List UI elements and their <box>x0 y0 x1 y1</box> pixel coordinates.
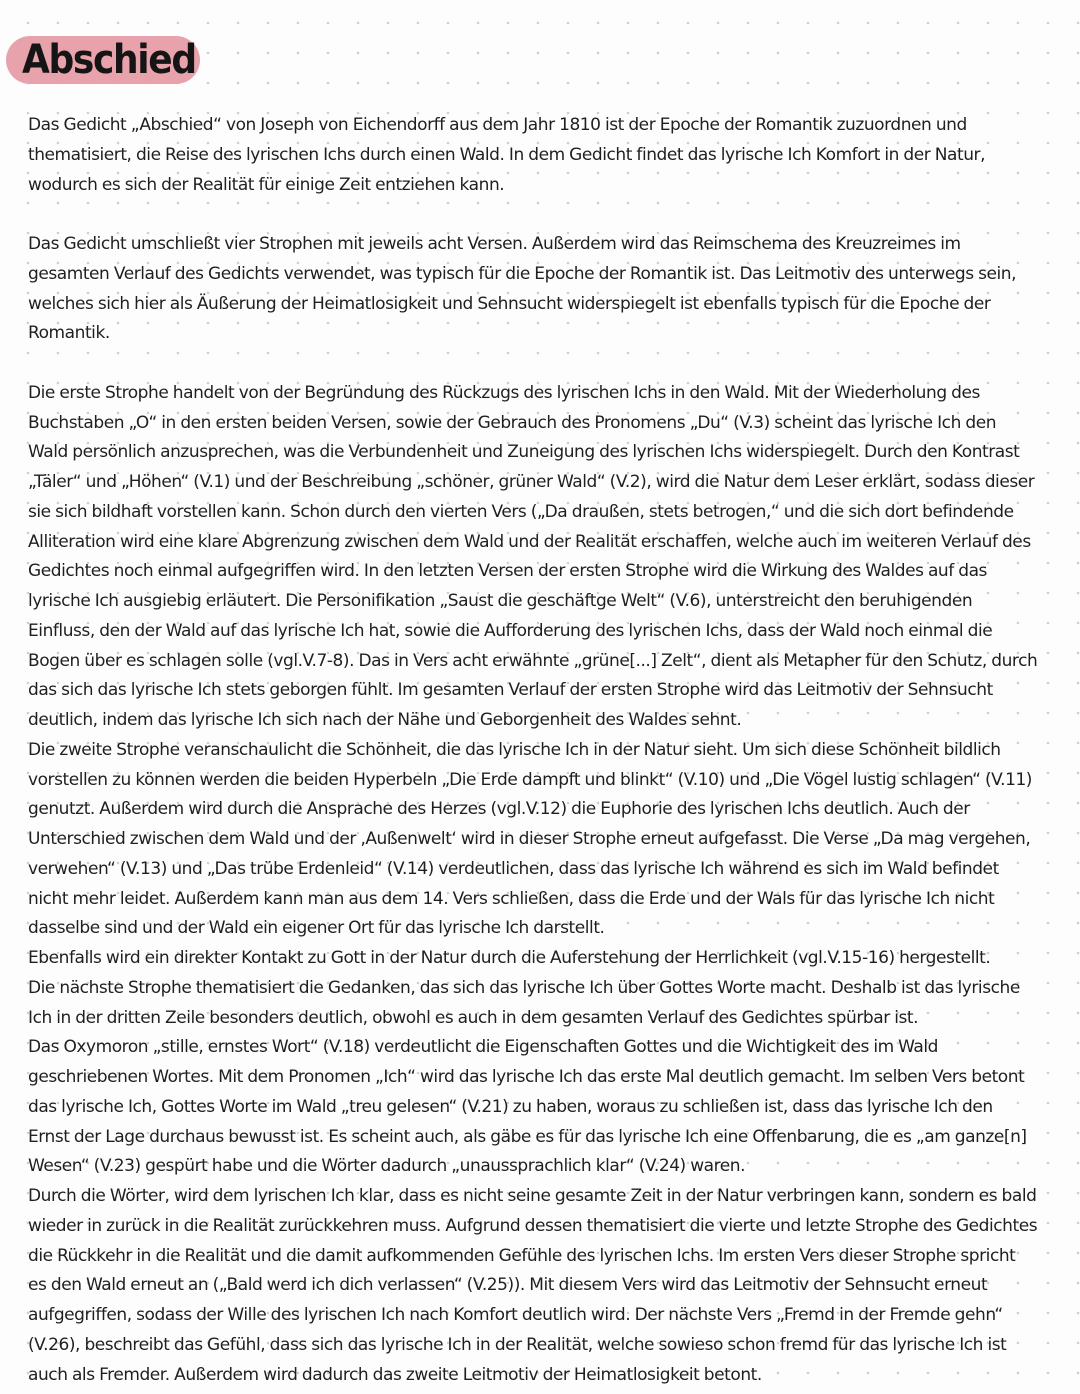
paragraph-stanza-2: Die zweite Strophe veranschaulicht die Schönheit, die das lyrische Ich in der Natur sieht. Um sich diese Schönheit bildlich vorstellen zu können werden die beiden Hyperbeln „Die Erde dampft und blinkt“ (V.10) und „Die Vögel lustig schlagen“ (V.11) genutzt. Außerdem wird durch die Ansprache des Herzes (vgl.V.12) die Euphorie des lyrischen Ichs deutlich. Auch der Unterschied zwischen dem Wald und der ‚Außenwelt‘ wird in dieser Strophe erneut aufgefasst. Die Verse „Da mag vergehen, verwehen“ (V.13) und „Das trübe Erdenleid“ (V.14) verdeutlichen, dass das lyrische Ich während es sich im Wald befindet nicht mehr leidet. Außerdem kann man aus dem 14. Vers schließen, dass die Erde und der Wals für das lyrische Ich nicht dasselbe sind und der Wald ein eigener Ort für das lyrische Ich darstellt. <box>28 739 1032 939</box>
paragraph-stanza-3-oxymoron: Das Oxymoron „stille, ernstes Wort“ (V.18) verdeutlicht die Eigenschaften Gottes und die Wichtigkeit des im Wald geschriebenen Wortes. Mit dem Pronomen „Ich“ wird das lyrische Ich das erste Mal deutlich gemacht. Im selben Vers betont das lyrische Ich, Gottes Worte im Wald „treu gelesen“ (V.21) zu haben, woraus zu schließen ist, dass das lyrische Ich den Ernst der Lage durchaus bewusst ist. Es scheint auch, als gäbe es für das lyrische Ich eine Offenbarung, die es „am ganze[n] Wesen“ (V.23) gespürt habe und die Wörter dadurch „unaussprachlich klar“ (V.24) waren. <box>28 1037 1027 1177</box>
paragraph-spacer <box>28 349 1038 379</box>
paragraph-introduction: Das Gedicht „Abschied“ von Joseph von Eichendorff aus dem Jahr 1810 ist der Epoche der Romantik zuzuordnen und thematisiert, die Reise des lyrischen Ichs durch einen Wald. In dem Gedicht findet das lyrische Ich Komfort in der Natur, wodurch es sich der Realität für einige Zeit entziehen kann. <box>28 115 986 195</box>
paragraph-stanza-4: Durch die Wörter, wird dem lyrischen Ich klar, dass es nicht seine gesamte Zeit in der Natur verbringen kann, sondern es bald wieder in zurück in die Realität zurückkehren muss. Aufgrund dessen thematisiert die vierte und letzte Strophe des Gedichtes die Rückkehr in die Realität und die damit aufkommenden Gefühle des lyrischen Ichs. Im ersten Vers dieser Strophe spricht es den Wald erneut an („Bald werd ich dich verlassen“ (V.25)). Mit diesem Vers wird das Leitmotiv der Sehnsucht erneut aufgegriffen, sodass der Wille des lyrischen Ich nach Komfort deutlich wird. Der nächste Vers „Fremd in der Fremde gehn“ (V.26), beschreibt das Gefühl, dass sich das lyrische Ich in der Realität, welche sowieso schon fremd für das lyrische Ich ist auch als Fremder. Außerdem wird dadurch das zweite Leitmotiv der Heimatlosigkeit betont. <box>28 1186 1038 1385</box>
paragraph-form: Das Gedicht umschließt vier Strophen mit jeweils acht Versen. Außerdem wird das Reimschema des Kreuzreimes im gesamten Verlauf des Gedichts verwendet, was typisch für die Epoche der Romantik ist. Das Leitmotiv des unterwegs sein, welches sich hier als Äußerung der Heimatlosigkeit und Sehnsucht widerspiegelt ist ebenfalls typisch für die Epoche der Romantik. <box>28 234 1017 344</box>
paragraph-stanza-1: Die erste Strophe handelt von der Begründung des Rückzugs des lyrischen Ichs in den Wald. Mit der Wiederholung des Buchstaben „O“ in den ersten beiden Versen, sowie der Gebrauch des Pronomens „Du“ (V.3) scheint das lyrische Ich den Wald persönlich anzusprechen, was die Verbundenheit und Zuneigung des lyrischen Ichs widerspiegelt. Durch den Kontrast „Täler“ und „Höhen“ (V.1) und der Beschreibung „schöner, grüner Wald“ (V.2), wird die Natur dem Leser erklärt, sodass dieser sie sich bildhaft vorstellen kann. Schon durch den vierten Vers („Da draußen, stets betrogen,“ und die sich dort befindende Alliteration wird eine klare Abgrenzung zwischen dem Wald und der Realität erschaffen, welche auch im weiteren Verlauf des Gedichtes noch einmal aufgegriffen wird. In den letzten Versen der ersten Strophe wird die Wirkung des Waldes auf das lyrische Ich ausgiebig erläutert. Die Personifikation „Saust die geschäftge Welt“ (V.6), unterstreicht den beruhigenden Einfluss, den der Wald auf das lyrische Ich hat, sowie die Aufforderung des lyrischen Ichs, dass der Wald noch einmal die Bogen über es schlagen solle (vgl.V.7-8). Das in Vers acht erwähnte „grüne[...] Zelt“, dient als Metapher für den Schutz, durch das sich das lyrische Ich stets geborgen fühlt. Im gesamten Verlauf der ersten Strophe wird das Leitmotiv der Sehnsucht deutlich, indem das lyrische Ich sich nach der Nähe und Geborgenheit des Waldes sehnt. <box>28 382 1038 730</box>
essay-body <box>28 111 1038 1390</box>
page-title: Abschied <box>22 37 196 83</box>
paragraph-spacer <box>28 200 1038 230</box>
paragraph-stanza-3: Die nächste Strophe thematisiert die Gedanken, das sich das lyrische Ich über Gottes Worte macht. Deshalb ist das lyrische Ich in der dritten Zeile besonders deutlich, obwohl es auch in dem gesamten Verlauf des Gedichtes spürbar ist. <box>28 977 1020 1028</box>
paragraph-stanza-2-god: Ebenfalls wird ein direkter Kontakt zu Gott in der Natur durch die Auferstehung der Herrlichkeit (vgl.V.15-16) hergestellt. <box>28 948 991 968</box>
